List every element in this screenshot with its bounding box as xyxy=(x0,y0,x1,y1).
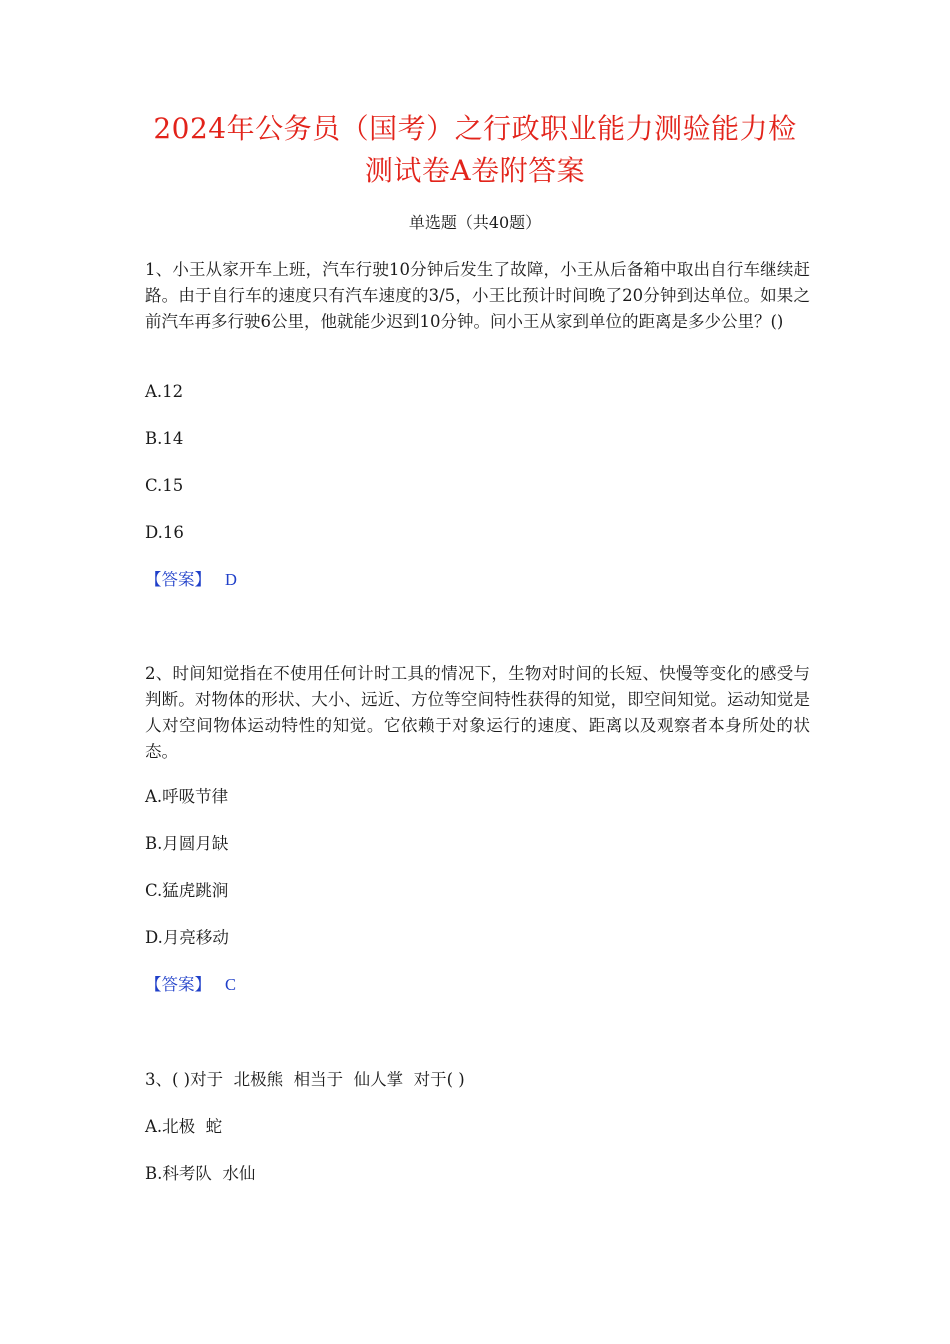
answer-value: C xyxy=(225,975,237,994)
question-3-option-a: A.北极 蛇 xyxy=(145,1117,223,1136)
question-3-stem: 3、( )对于 北极熊 相当于 仙人掌 对于( ) xyxy=(145,1070,465,1089)
question-2-option-a: A.呼吸节律 xyxy=(145,787,229,806)
question-1-option-c: C.15 xyxy=(145,476,184,495)
question-1-option-a: A.12 xyxy=(145,382,184,401)
question-3-option-b: B.科考队 水仙 xyxy=(145,1164,256,1183)
answer-value: D xyxy=(225,570,237,589)
document-title xyxy=(100,108,850,192)
question-1-stem: 1、小王从家开车上班，汽车行驶10分钟后发生了故障，小王从后备箱中取出自行车继续赶路。由于自行车的速度只有汽车速度的3/5，小王比预计时间晚了20分钟到达单位。如果之前汽车再多行驶6公里，他就能少迟到10分钟。问小王从家到单位的距离是多少公里？() xyxy=(145,260,810,331)
question-2-option-d: D.月亮移动 xyxy=(145,928,229,947)
title-line-1: 2024年公务员（国考）之行政职业能力测验能力检 xyxy=(153,112,797,145)
section-heading: 单选题（共40题） xyxy=(408,213,542,232)
question-1-option-b: B.14 xyxy=(145,429,184,448)
answer-label: 【答案】 xyxy=(145,570,211,589)
question-1-answer xyxy=(145,568,237,592)
question-2-answer xyxy=(145,973,236,997)
question-1-option-d: D.16 xyxy=(145,523,184,542)
question-2-option-b: B.月圆月缺 xyxy=(145,834,229,853)
answer-label: 【答案】 xyxy=(145,975,211,994)
question-2-stem: 2、时间知觉指在不使用任何计时工具的情况下，生物对时间的长短、快慢等变化的感受与判断。对物体的形状、大小、远近、方位等空间特性获得的知觉，即空间知觉。运动知觉是人对空间物体运动特性的知觉。它依赖于对象运行的速度、距离以及观察者本身所处的状态。 xyxy=(145,664,810,761)
question-2-option-c: C.猛虎跳涧 xyxy=(145,881,229,900)
title-line-2: 测试卷A卷附答案 xyxy=(364,154,586,187)
